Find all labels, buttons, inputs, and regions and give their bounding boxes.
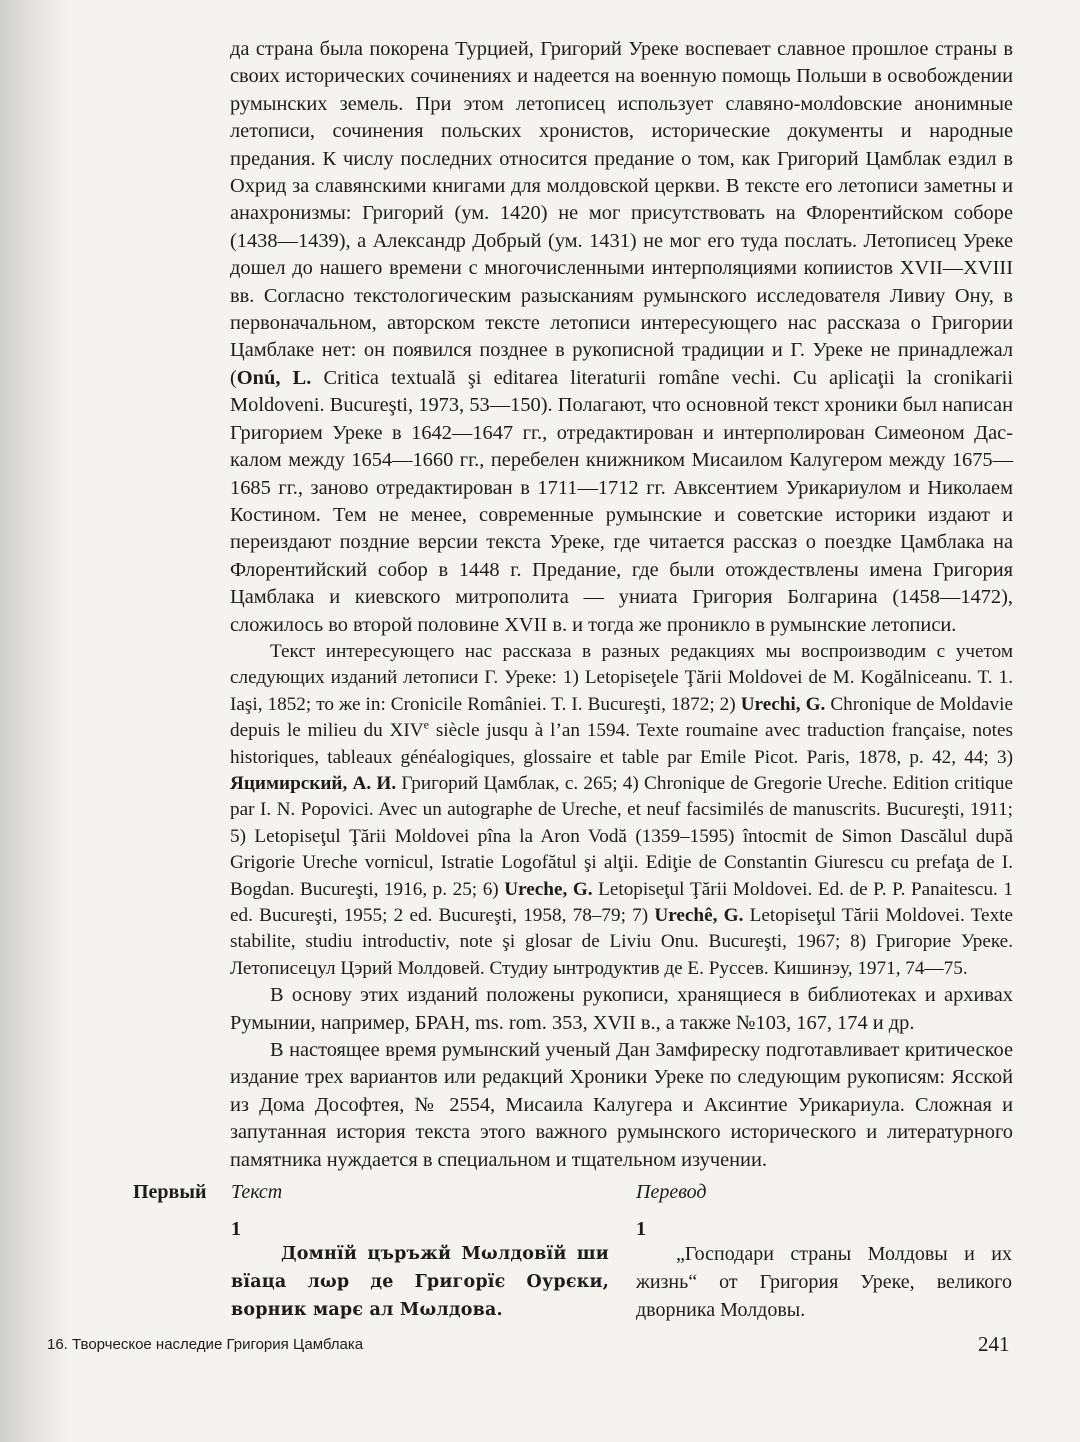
author-onu: Onú, L. — [236, 366, 312, 389]
main-text-block — [230, 36, 1013, 1174]
translation-text: „Господари страны Молдовы и их жизнь“ от Григория Уреке, великого дворника Молдовы. — [636, 1243, 1012, 1321]
author-ureche-2: Urechê, G. — [654, 905, 744, 926]
page-number: 241 — [978, 1332, 1010, 1356]
slavonic-source-text: Домнїй църъжй Мωлдовїй ши вїаца лωр де Григорїє Оурєки, ворник марє ал Мωлдова. — [231, 1244, 609, 1320]
paragraph-1-text: да страна была покорена Турцией, Григорий Уреке воспевает славное прошлое страны в своих исторических сочинениях и надеется на военную помощь Польши в освобождении румынских земель. При этом летописец использует славяно-молdовские анонимные летописи, сочинения польских хронистов, исторические документы и народные предания. К числу последних относится предание о том, как Григорий Цамблак ездил в Охрид за славянскими книгами для молдовской церкви. В тексте его летописи заметны и анахронизмы: Григорий (ум. 1420) не мог присутствовать на Флорентийском соборе (1438—1439), а Александр Добрый (ум. 1431) не мог его туда послать. Летописец Уреке дошел до нашего времени с многочисленными интерполяциями копиистов XVII—XVIII вв. Согласно текстологическим разысканиям румынского исследователя Ливиу Ону, в первоначальном, авторском тексте летописи интересующего нас рассказа о Григории Цамблаке нет: он появился позднее в рукописной традиции и Г. Уреке не принадлежал ( — [230, 38, 1013, 389]
editions-text-f: Letopiseţul Tării Moldovei. Texte stabilite, studiu introductiv, note şi glosar de Liviu Onu. Bucureşti, 1967; 8) Григорие Уреке. Летописецул Цэрий Молдовей. Студиу ынтродуктив де Е. Руссев. Кишинэу, 1971, 74—75. — [230, 905, 1014, 979]
editions-text-b: Chronique de Moldavie depuis le milieu du XIV — [230, 693, 1013, 742]
author-ureche: Ureche, G. — [504, 878, 593, 900]
paragraph-4: В настоящее время румынский ученый Дан Замфиреску подготавливает критическое издание трех вариантов или редакций Хроники Уреке по следующим рукописям: Ясской из Дома Дософтея, № 2554, Мисаила Калугера и Аксинтие Урикариула. Сложная и запутанная история текста этого важного румынского исторического и литературного памятника нуждается в специальном и тщательном изучении. — [230, 1039, 1013, 1171]
translation-column-header: Перевод — [636, 1181, 707, 1203]
paragraph-1-tail: Critica textuală şi editarea literaturii române vechi. Cu aplicaţii la cronikarii Moldoveni. Bucureşti, 1973, 53—150). Полагают, что основной текст хроники был написан Григорием Уреке в 1642—1647 гг., отредактирован и интерполирован Симеоном Даскалом между 1654—1660 гг., перебелен книжником Мисаилом Калугером между 1675—1685 гг., заново отредактирован в 1711—1712 гг. Авксентием Урикариулом и Николаем Костином. Тем не менее, современные румынские и советские историки издают и переиздают поздние версии текста Уреке, где читается рассказ о поездке Цамблака на Флорентийский собор в 1448 г. Предание, где были отождествлены имена Григория Цамблака и киевского митрополита — униата Григория Болгарина (1458—1472), сложилось во второй половине XVII в. и тогда же проникло в румынские летописи. — [230, 366, 1013, 636]
text-column-header: Текст — [231, 1181, 283, 1203]
page-edge-shadow — [0, 0, 70, 1442]
paragraph-1 — [230, 36, 1013, 639]
translation-entry-number: 1 — [636, 1218, 646, 1240]
running-title: 16. Творческое наследие Григория Цамблака — [47, 1336, 364, 1353]
text-entry-number: 1 — [231, 1218, 241, 1240]
section-label: Первый — [133, 1181, 207, 1203]
editions-text-c: siècle jusqu à l’an 1594. Texte roumaine avec traduction française, notes historiques, tableaux généalogiques, glossaire et table par Emile Picot. Paris, 1878, p. 42, 44; 3) — [230, 720, 1013, 768]
author-yatsimirsky: Яцимирский, А. И. — [230, 772, 397, 794]
editions-text-e: Letopiseţul Ţării Moldovei. Ed. de P. P. Panaitescu. 1 ed. Bucureşti, 1955; 2 ed. Bucureşti, 1958, 78–79; 7) — [230, 878, 1013, 926]
editions-text-d: Григорий Цамблак, с. 265; 4) Chronique de Gregorie Ureche. Edition critique par I. N. Popovici. Avec un autographe de Ureche, et neuf facsimilés de manuscrits. Bucureşti, 1911; 5) Letopiseţul Ţării Moldovei pîna la Aron Vodă (1359–1595) întocmit de Simon Dascălul după Grigorie Ureche vornicul, Istratie Logofătul şi alţii. Ediţie de Constantin Giurescu cu prefaţa de I. Bogdan. Bucureşti, 1916, p. 25; 6) — [230, 772, 1013, 900]
author-urechi: Urechi, G. — [740, 693, 826, 715]
paragraph-3: В основу этих изданий положены рукописи, хранящиеся в библиотеках и архивах Румынии, например, БРАН, ms. rom. 353, XVII в., а также №103, 167, 174 и др. — [230, 984, 1013, 1034]
paragraph-editions — [230, 639, 1013, 982]
century-superscript: e — [423, 717, 429, 732]
editions-text-a: Текст интересующего нас рассказа в разных редакциях мы воспроизводим с учетом следующих изданий летописи Г. Уреке: 1) Letopiseţele Ţării Moldovei de M. Kogălniceanu. T. 1. Iaşi, 1852; то же in: Cronicile României. T. I. Bucureşti, 1872; 2) — [230, 640, 1013, 715]
